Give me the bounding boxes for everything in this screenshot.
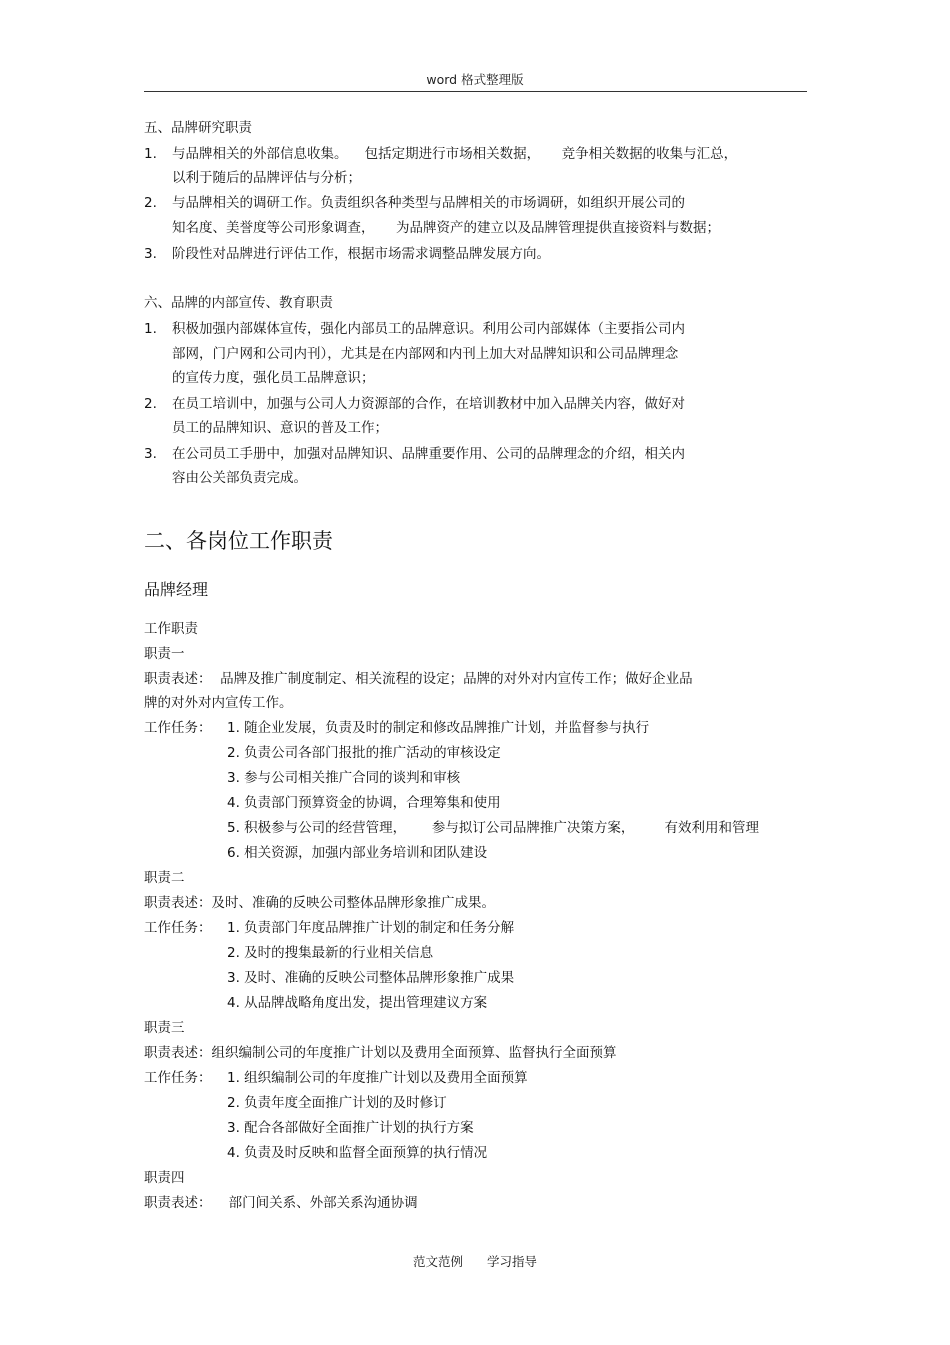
section5-item1-num: 1. <box>144 146 157 162</box>
section6-item2-num: 2. <box>144 396 157 412</box>
duty3-task-3: 3. 配合各部做好全面推广计划的执行方案 <box>227 1120 474 1136</box>
section6-item1-line1: 积极加强内部媒体宣传，强化内部员工的品牌意识。利用公司内部媒体（主要指公司内 <box>172 321 685 337</box>
duty2-title: 职责二 <box>144 870 185 886</box>
section6-item3-num: 3. <box>144 446 157 462</box>
duty3-task-4: 4. 负责及时反映和监督全面预算的执行情况 <box>227 1145 488 1161</box>
duty4-desc: 职责表述： 部门间关系、外部关系沟通协调 <box>144 1195 418 1211</box>
duty1-task-4: 4. 负责部门预算资金的协调，合理筹集和使用 <box>227 795 501 811</box>
section6-item1-num: 1. <box>144 321 157 337</box>
section5-item1-line2: 以利于随后的品牌评估与分析； <box>172 170 361 186</box>
section6-item2-line1: 在员工培训中，加强与公司人力资源部的合作，在培训教材中加入品牌关内容，做好对 <box>172 396 685 412</box>
duty2-desc: 职责表述：及时、准确的反映公司整体品牌形象推广成果。 <box>144 895 495 911</box>
section6-title: 六、品牌的内部宣传、教育职责 <box>144 295 333 311</box>
duty1-desc-line1: 职责表述： 品牌及推广制度制定、相关流程的设定；品牌的对外对内宣传工作；做好企业品 <box>144 671 693 687</box>
duty1-task-5: 5. 积极参与公司的经营管理， 参与拟订公司品牌推广决策方案， 有效利用和管理 <box>227 820 759 836</box>
duty2-task-2: 2. 及时的搜集最新的行业相关信息 <box>227 945 434 961</box>
section5-item2-line2: 知名度、美誉度等公司形象调查， 为品牌资产的建立以及品牌管理提供直接资料与数据； <box>172 220 720 236</box>
section5-item3-num: 3. <box>144 246 157 262</box>
section5-item2-num: 2. <box>144 195 157 211</box>
section6-item3-line2: 容由公关部负责完成。 <box>172 470 307 486</box>
duty3-title: 职责三 <box>144 1020 185 1036</box>
header-rule <box>144 91 807 92</box>
duty3-task-label: 工作任务： <box>144 1070 212 1086</box>
role-heading: 品牌经理 <box>144 580 209 599</box>
duty1-task-2: 2. 负责公司各部门报批的推广活动的审核设定 <box>227 745 501 761</box>
duties-label: 工作职责 <box>144 621 198 637</box>
duty3-task-1: 1. 组织编制公司的年度推广计划以及费用全面预算 <box>227 1070 528 1086</box>
section6-item3-line1: 在公司员工手册中，加强对品牌知识、品牌重要作用、公司的品牌理念的介绍，相关内 <box>172 446 685 462</box>
duty1-task-1: 1. 随企业发展，负责及时的制定和修改品牌推广计划，并监督参与执行 <box>227 720 650 736</box>
section5-item3-line1: 阶段性对品牌进行评估工作，根据市场需求调整品牌发展方向。 <box>172 246 550 262</box>
duty1-task-3: 3. 参与公司相关推广合同的谈判和审核 <box>227 770 461 786</box>
section-heading: 二、各岗位工作职责 <box>144 529 333 553</box>
section6-item1-line2: 部网，门户网和公司内刊），尤其是在内部网和内刊上加大对品牌知识和公司品牌理念 <box>172 346 679 362</box>
duty1-task-6: 6. 相关资源，加强内部业务培训和团队建设 <box>227 845 488 861</box>
duty2-task-1: 1. 负责部门年度品牌推广计划的制定和任务分解 <box>227 920 515 936</box>
duty3-task-2: 2. 负责年度全面推广计划的及时修订 <box>227 1095 447 1111</box>
duty1-desc-line2: 牌的对外对内宣传工作。 <box>144 695 293 711</box>
section6-item2-line2: 员工的品牌知识、意识的普及工作； <box>172 420 388 436</box>
page-footer: 范文范例 学习指导 <box>413 1254 537 1269</box>
duty2-task-4: 4. 从品牌战略角度出发，提出管理建议方案 <box>227 995 488 1011</box>
header-title: word 格式整理版 <box>426 72 524 87</box>
duty1-title: 职责一 <box>144 646 185 662</box>
section5-item2-line1: 与品牌相关的调研工作。负责组织各种类型与品牌相关的市场调研，如组织开展公司的 <box>172 195 685 211</box>
duty2-task-3: 3. 及时、准确的反映公司整体品牌形象推广成果 <box>227 970 515 986</box>
section5-title: 五、品牌研究职责 <box>144 120 252 136</box>
section5-item1-line1: 与品牌相关的外部信息收集。 包括定期进行市场相关数据， 竞争相关数据的收集与汇总， <box>172 146 738 162</box>
duty3-desc: 职责表述：组织编制公司的年度推广计划以及费用全面预算、监督执行全面预算 <box>144 1045 617 1061</box>
duty4-title: 职责四 <box>144 1170 185 1186</box>
section6-item1-line3: 的宣传力度，强化员工品牌意识； <box>172 370 375 386</box>
duty2-task-label: 工作任务： <box>144 920 212 936</box>
duty1-task-label: 工作任务： <box>144 720 212 736</box>
